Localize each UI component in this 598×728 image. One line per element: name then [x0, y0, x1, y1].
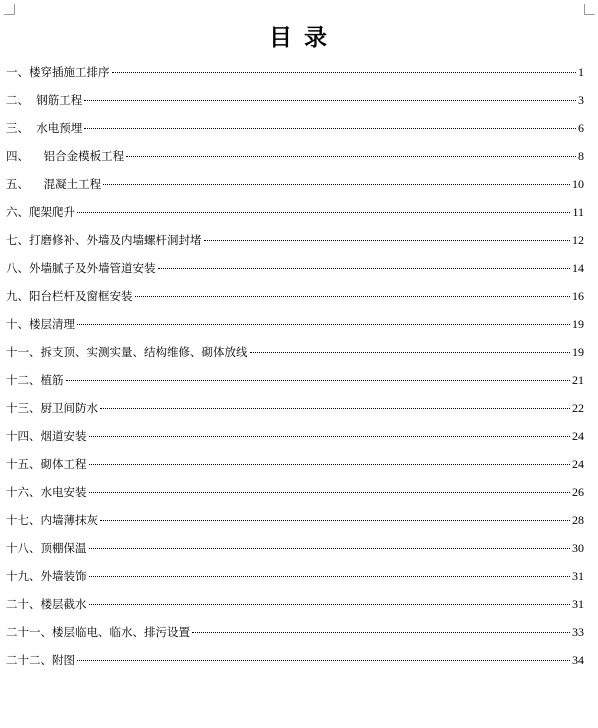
toc-dot-leader — [100, 408, 570, 409]
toc-entry-page-number: 19 — [572, 345, 584, 359]
toc-entry[interactable] — [6, 618, 584, 646]
toc-entry[interactable] — [6, 534, 584, 562]
toc-entry-page-number: 12 — [572, 233, 584, 247]
toc-entry-page-number: 26 — [572, 485, 584, 499]
toc-entry-page-number: 1 — [578, 65, 584, 79]
toc-entry-page-number: 16 — [572, 289, 584, 303]
toc-dot-leader — [204, 240, 571, 241]
toc-entry-label: 五、 混凝土工程 — [6, 177, 102, 191]
toc-dot-leader — [89, 604, 571, 605]
toc-entry-label: 七、打磨修补、外墙及内墙螺杆洞封堵 — [6, 233, 202, 247]
toc-entry-label: 六、爬架爬升 — [6, 205, 75, 219]
toc-dot-leader — [250, 352, 571, 353]
toc-entry[interactable] — [6, 170, 584, 198]
toc-entry-label: 十四、烟道安装 — [6, 429, 87, 443]
toc-dot-leader — [89, 464, 571, 465]
toc-dot-leader — [89, 436, 571, 437]
toc-entry[interactable] — [6, 226, 584, 254]
toc-dot-leader — [66, 380, 571, 381]
toc-dot-leader — [84, 100, 576, 101]
toc-dot-leader — [126, 156, 576, 157]
toc-entry-label: 十三、厨卫间防水 — [6, 401, 98, 415]
toc-dot-leader — [77, 660, 570, 661]
toc-entry-page-number: 24 — [572, 429, 584, 443]
toc-entry-page-number: 24 — [572, 457, 584, 471]
table-of-contents — [6, 58, 584, 674]
toc-dot-leader — [103, 184, 570, 185]
toc-entry-label: 十八、顶棚保温 — [6, 541, 87, 555]
toc-dot-leader — [89, 492, 571, 493]
toc-entry-label: 十七、内墙薄抹灰 — [6, 513, 98, 527]
toc-entry-label: 一、楼穿插施工排序 — [6, 65, 110, 79]
toc-dot-leader — [89, 576, 571, 577]
toc-entry-label: 二十、楼层截水 — [6, 597, 87, 611]
toc-entry[interactable] — [6, 114, 584, 142]
toc-dot-leader — [192, 632, 570, 633]
toc-entry-page-number: 33 — [572, 625, 584, 639]
toc-entry-label: 十九、外墙装饰 — [6, 569, 87, 583]
page-corner-mark-right — [584, 4, 595, 15]
toc-entry-label: 十二、植筋 — [6, 373, 64, 387]
toc-entry[interactable] — [6, 198, 584, 226]
toc-entry-page-number: 31 — [572, 569, 584, 583]
toc-entry[interactable] — [6, 58, 584, 86]
toc-entry[interactable] — [6, 366, 584, 394]
toc-entry[interactable] — [6, 478, 584, 506]
toc-dot-leader — [158, 268, 571, 269]
toc-entry-page-number: 21 — [572, 373, 584, 387]
toc-entry-page-number: 10 — [572, 177, 584, 191]
toc-entry-label: 二十二、附图 — [6, 653, 75, 667]
toc-entry-label: 十六、水电安装 — [6, 485, 87, 499]
toc-entry[interactable] — [6, 562, 584, 590]
toc-entry-label: 二十一、楼层临电、临水、排污设置 — [6, 625, 190, 639]
toc-entry-page-number: 28 — [572, 513, 584, 527]
toc-dot-leader — [77, 212, 570, 213]
toc-entry-page-number: 31 — [572, 597, 584, 611]
toc-entry-page-number: 19 — [572, 317, 584, 331]
toc-entry-label: 十一、拆支顶、实测实量、结构维修、砌体放线 — [6, 345, 248, 359]
toc-entry-label: 三、 水电预埋 — [6, 121, 83, 135]
toc-title: 目 录 — [268, 24, 329, 51]
toc-entry[interactable] — [6, 590, 584, 618]
toc-entry-label: 十、楼层清理 — [6, 317, 75, 331]
toc-entry[interactable] — [6, 506, 584, 534]
toc-entry[interactable] — [6, 310, 584, 338]
toc-entry-label: 二、 钢筋工程 — [6, 93, 83, 107]
toc-dot-leader — [84, 128, 576, 129]
toc-entry[interactable] — [6, 422, 584, 450]
toc-entry-page-number: 8 — [578, 149, 584, 163]
toc-dot-leader — [77, 324, 570, 325]
toc-entry[interactable] — [6, 394, 584, 422]
toc-entry[interactable] — [6, 86, 584, 114]
toc-dot-leader — [89, 548, 571, 549]
toc-dot-leader — [135, 296, 571, 297]
toc-entry[interactable] — [6, 282, 584, 310]
toc-entry-page-number: 3 — [578, 93, 584, 107]
toc-entry-label: 八、外墙腻子及外墙管道安装 — [6, 261, 156, 275]
toc-entry-page-number: 22 — [572, 401, 584, 415]
toc-entry[interactable] — [6, 450, 584, 478]
toc-dot-leader — [100, 520, 570, 521]
toc-entry-page-number: 6 — [578, 121, 584, 135]
toc-entry-label: 四、 铝合金模板工程 — [6, 149, 125, 163]
toc-entry-label: 十五、砌体工程 — [6, 457, 87, 471]
page-corner-mark-left — [4, 4, 15, 15]
toc-entry-page-number: 14 — [572, 261, 584, 275]
toc-entry-page-number: 34 — [572, 653, 584, 667]
toc-entry[interactable] — [6, 646, 584, 674]
toc-dot-leader — [112, 72, 577, 73]
toc-entry-page-number: 11 — [572, 205, 584, 219]
toc-entry-page-number: 30 — [572, 541, 584, 555]
toc-entry[interactable] — [6, 254, 584, 282]
toc-entry[interactable] — [6, 338, 584, 366]
toc-entry[interactable] — [6, 142, 584, 170]
toc-entry-label: 九、阳台栏杆及窗框安装 — [6, 289, 133, 303]
